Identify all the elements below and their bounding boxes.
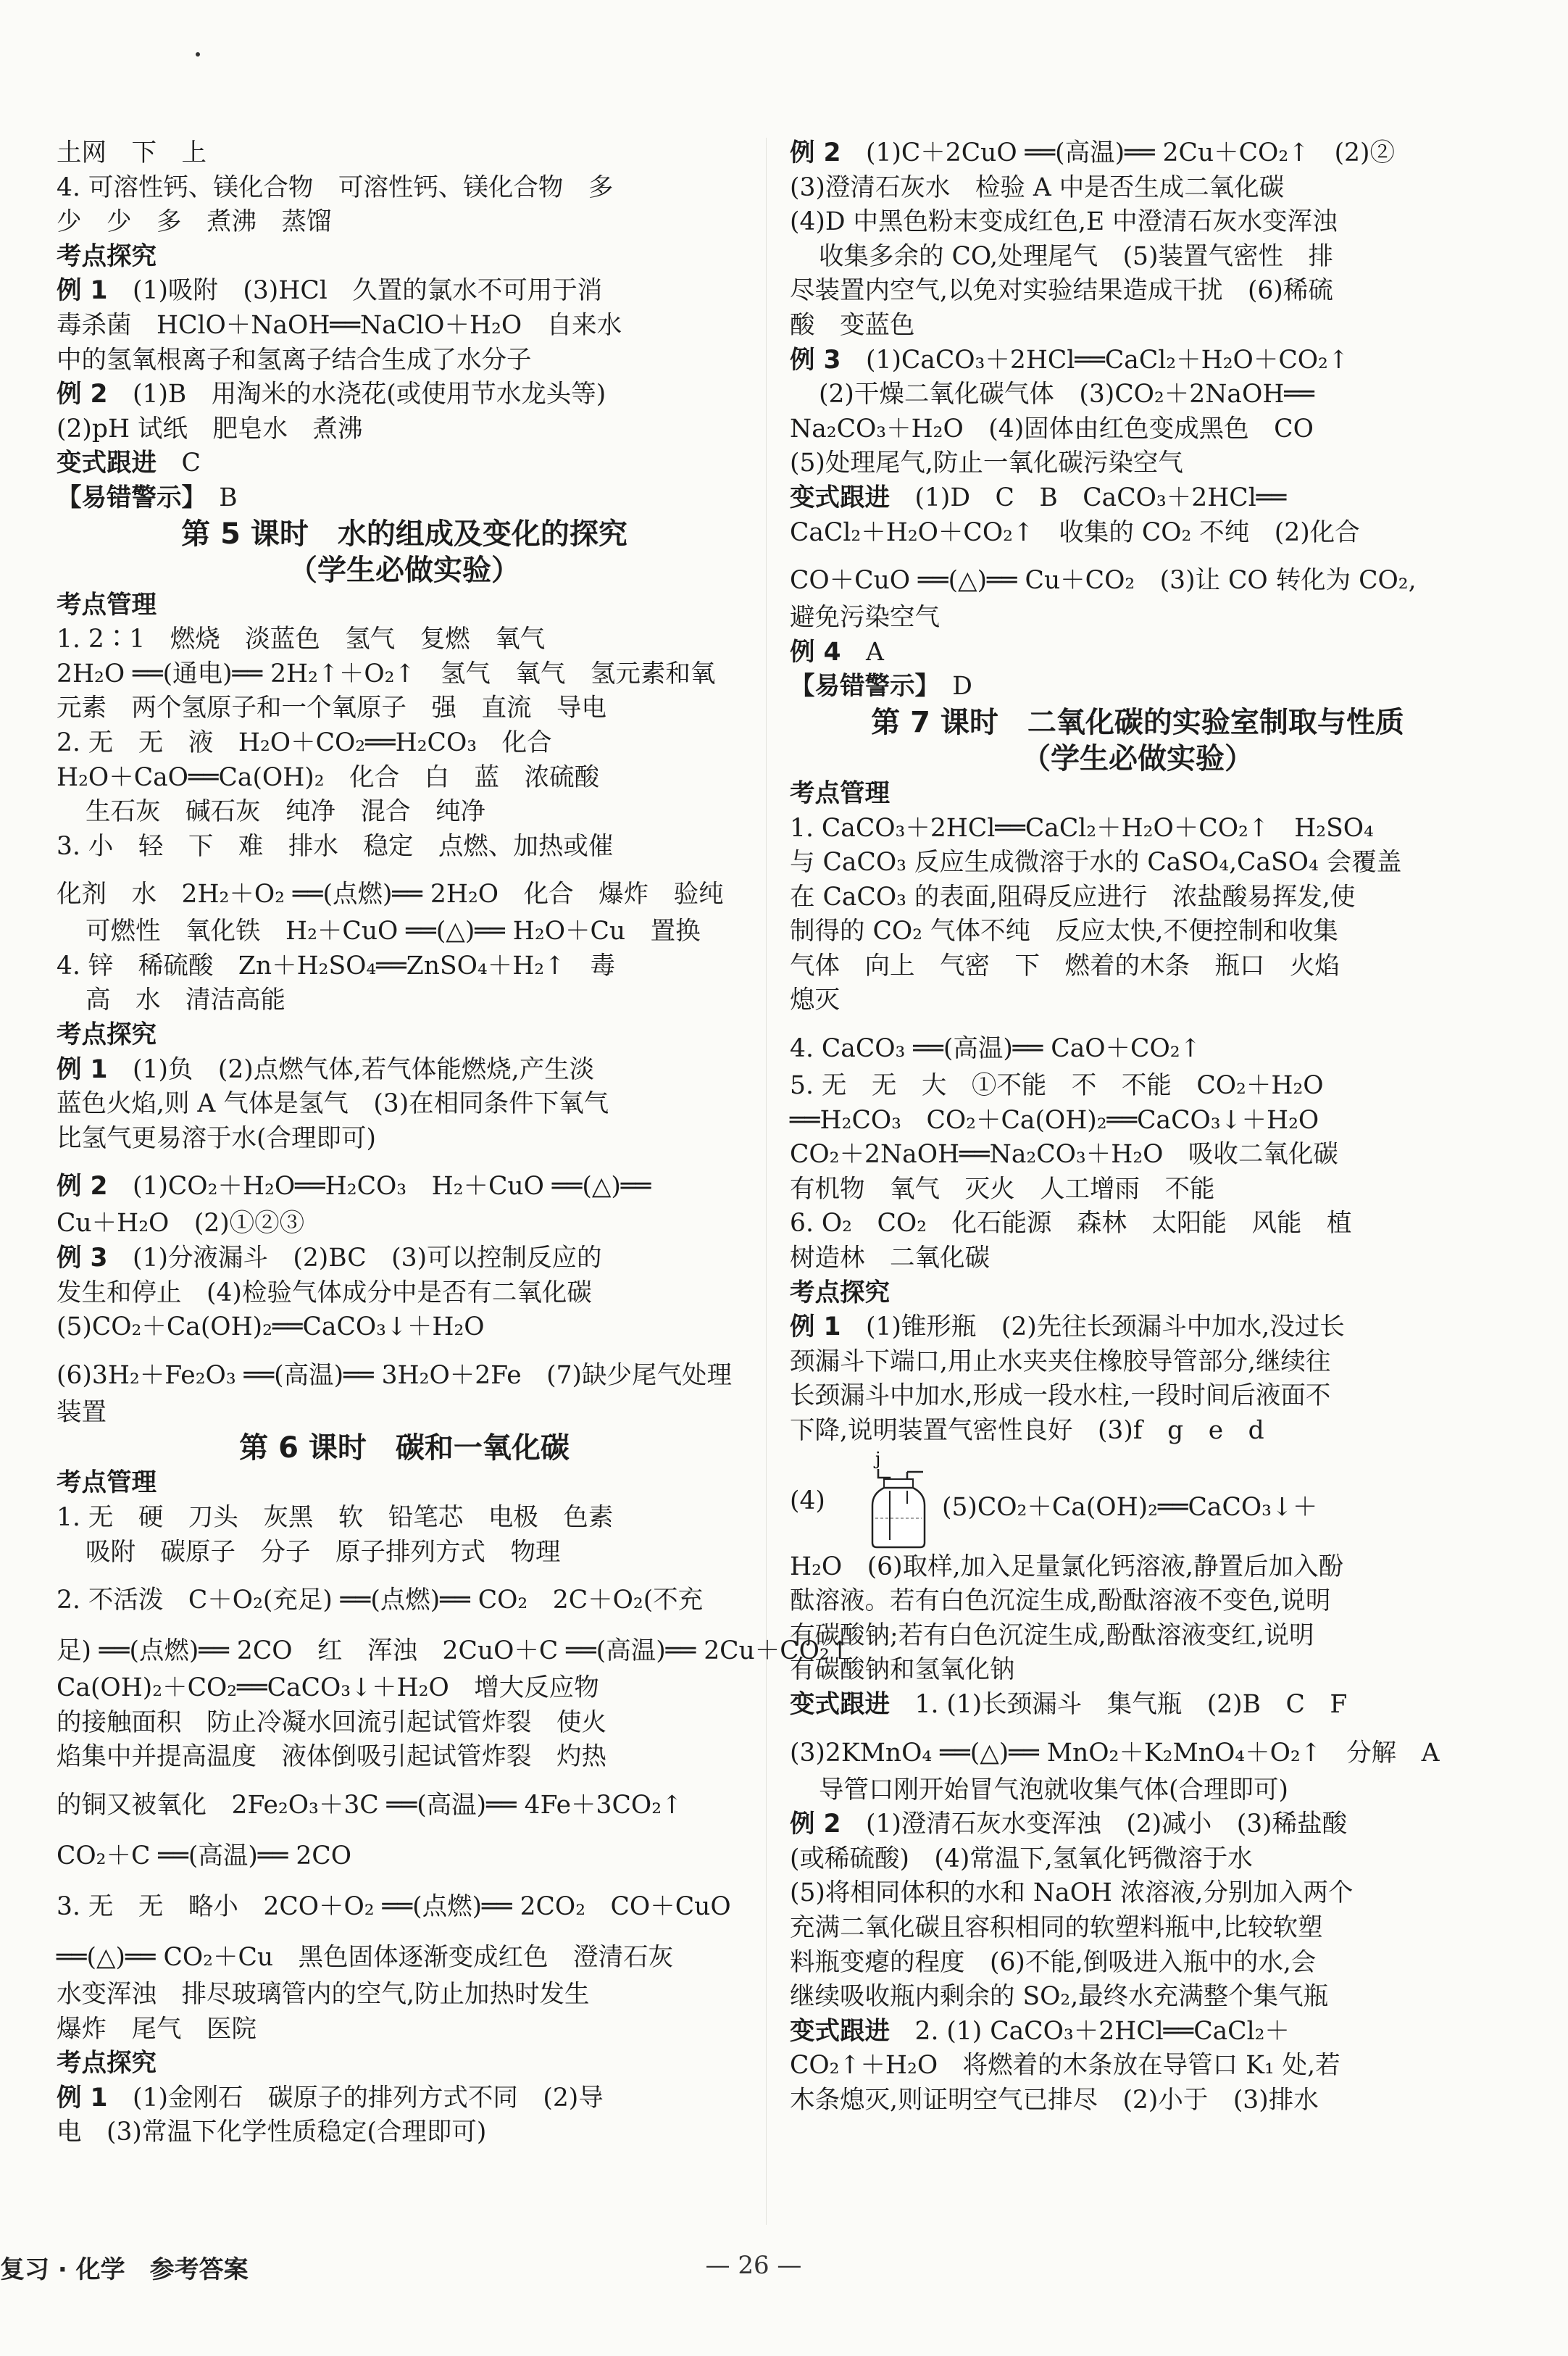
answer-text: 第 7 课时 二氧化碳的实验室制取与性质: [871, 705, 1404, 739]
answer-line: [790, 949, 1485, 984]
answer-line: [790, 1773, 1485, 1808]
answer-line: [57, 1396, 752, 1431]
answer-text: (1)CO₂＋H₂O══H₂CO₃ H₂＋CuO ══(△)══: [107, 1172, 651, 1202]
answer-line: [790, 344, 1485, 378]
answer-line: [57, 1053, 752, 1088]
answer-text: Cu＋H₂O (2)①②③: [57, 1209, 305, 1239]
answer-text: Ca(OH)₂＋CO₂══CaCO₃↓＋H₂O 增大反应物: [57, 1673, 599, 1703]
speck: [196, 52, 200, 57]
answer-text: 元素 两个氢原子和一个氧原子 强 直流 导电: [57, 694, 606, 723]
answer-text: 与 CaCO₃ 反应生成微溶于水的 CaSO₄,CaSO₄ 会覆盖: [790, 848, 1402, 878]
answer-text: 树造林 二氧化碳: [790, 1244, 990, 1273]
answer-text: (1)D C B CaCO₃＋2HCl══: [890, 483, 1287, 512]
answer-text: 料瓶变瘪的程度 (6)不能,倒吸进入瓶中的水,会: [790, 1947, 1317, 1977]
answer-line: [57, 623, 752, 657]
answer-text: 生石灰 碱石灰 纯净 混合 纯净: [86, 797, 485, 827]
right-column-bottom: [790, 1550, 1485, 2118]
answer-text: 第 6 课时 碳和一氧化碳: [239, 1431, 570, 1465]
answer-line: [57, 2012, 752, 2047]
example-label: 例 1: [57, 276, 108, 306]
footer-book-title: 复习 · 化学 参考答案: [0, 2255, 249, 2284]
page-footer: [0, 2249, 1568, 2293]
answer-line: [790, 240, 1485, 275]
answer-line: [57, 1927, 752, 1978]
answer-line: [57, 1345, 752, 1396]
answer-text: 化剂 水 2H₂＋O₂ ══(点燃)══ 2H₂O 化合 爆炸 验纯: [57, 880, 724, 909]
example-label: 【易错警示】: [790, 672, 927, 702]
section-heading: [57, 588, 752, 623]
answer-line: [790, 1345, 1485, 1380]
flask-row-label: (4): [790, 1486, 825, 1515]
answer-text: CO₂＋2NaOH══Na₂CO₃＋H₂O 吸收二氧化碳: [790, 1140, 1338, 1170]
answer-line: [790, 1018, 1485, 1069]
answer-text: 水变浑浊 排尽玻璃管内的空气,防止加热时发生: [57, 1979, 590, 2009]
example-label: 例 2: [790, 138, 841, 167]
answer-line: [57, 378, 752, 412]
example-label: 变式跟进: [790, 1689, 890, 1719]
answer-line: [790, 915, 1485, 949]
answer-line: [57, 412, 752, 447]
answer-line: [790, 378, 1485, 412]
answer-line: [790, 1842, 1485, 1877]
answer-line: [57, 552, 752, 588]
answer-text: 2. (1) CaCO₃＋2HCl══CaCl₂＋: [890, 2016, 1290, 2046]
answer-line: [790, 1980, 1485, 2015]
answer-line: [790, 481, 1485, 516]
answer-text: 有碳酸钠和氢氧化钠: [790, 1655, 1015, 1685]
right-column-top: [790, 136, 1485, 1449]
answer-line: [790, 1241, 1485, 1276]
answer-line: [57, 1122, 752, 1157]
answer-line: [57, 1156, 752, 1207]
answer-text: 6. O₂ CO₂ 化石能源 森林 太阳能 风能 植: [790, 1209, 1352, 1239]
answer-text: 考点管理: [790, 778, 890, 808]
answer-line: [790, 1207, 1485, 1241]
answer-text: D: [927, 672, 972, 702]
answer-text: 酞溶液。若有白色沉淀生成,酚酞溶液不变色,说明: [790, 1586, 1331, 1616]
answer-line: [57, 1536, 752, 1570]
page-number: — 26 —: [705, 2251, 802, 2280]
answer-text: (1)锥形瓶 (2)先往长颈漏斗中加水,没过长: [841, 1312, 1345, 1342]
section-heading: [790, 777, 1485, 812]
answer-text: CaCl₂＋H₂O＋CO₂↑ 收集的 CO₂ 不纯 (2)化合: [790, 517, 1360, 547]
answer-line: [57, 1087, 752, 1122]
answer-line: [57, 1570, 752, 1620]
answer-line: [57, 1978, 752, 2012]
answer-text: (5)CO₂＋Ca(OH)₂══CaCO₃↓＋H₂O: [57, 1312, 485, 1342]
answer-text: 继续吸收瓶内剩余的 SO₂,最终水充满整个集气瓶: [790, 1982, 1329, 2012]
answer-line: [57, 864, 752, 915]
answer-text: 发生和停止 (4)检验气体成分中是否有二氧化碳: [57, 1278, 592, 1307]
answer-line: [57, 830, 752, 865]
answer-text: (1)澄清石灰水变浑浊 (2)减小 (3)稀盐酸: [841, 1810, 1348, 1839]
answer-text: 装置: [57, 1397, 107, 1427]
answer-text: 2. 无 无 液 H₂O＋CO₂══H₂CO₃ 化合: [57, 728, 552, 757]
answer-text: B: [193, 483, 238, 512]
answer-line: [57, 795, 752, 830]
answer-text: H₂O (6)取样,加入足量氯化钙溶液,静置后加入酚: [790, 1552, 1344, 1581]
answer-text: 1. 2∶1 燃烧 淡蓝色 氢气 复燃 氧气: [57, 625, 546, 654]
answer-text: CO＋CuO ══(△)══ Cu＋CO₂ (3)让 CO 转化为 CO₂,: [790, 566, 1417, 596]
answer-line: [57, 1826, 752, 1876]
answer-text: H₂O＋CaO══Ca(OH)₂ 化合 白 蓝 浓硫酸: [57, 762, 600, 792]
answer-line: [790, 171, 1485, 206]
example-label: 变式跟进: [790, 2016, 890, 2046]
answer-line: [57, 1276, 752, 1311]
answer-line: [57, 1876, 752, 1927]
answer-line: [57, 1501, 752, 1536]
answer-text: 充满二氧化碳且容积相同的软塑料瓶中,比较软塑: [790, 1912, 1323, 1942]
example-label: 例 2: [790, 1810, 841, 1839]
answer-line: [57, 1671, 752, 1706]
answer-text: (3)2KMnO₄ ══(△)══ MnO₂＋K₂MnO₄＋O₂↑ 分解 A: [790, 1738, 1440, 1768]
answer-text: 吸附 碳原子 分子 原子排列方式 物理: [86, 1537, 561, 1567]
answer-text: (3)澄清石灰水 检验 A 中是否生成二氧化碳: [790, 172, 1285, 202]
answer-line: [57, 1207, 752, 1241]
answer-line: [790, 205, 1485, 240]
example-label: 变式跟进: [57, 449, 157, 478]
answer-line: [790, 1414, 1485, 1449]
answer-text: 中的氢氧根离子和氢离子结合生成了水分子: [57, 345, 532, 375]
answer-text: (1)CaCO₃＋2HCl══CaCl₂＋H₂O＋CO₂↑: [841, 345, 1349, 375]
answer-text: A: [841, 637, 884, 667]
answer-text: (或稀硫酸) (4)常温下,氢氧化钙微溶于水: [790, 1844, 1253, 1873]
answer-text: 毒杀菌 HClO＋NaOH══NaClO＋H₂O 自来水: [57, 310, 622, 340]
answer-text: 导管口刚开始冒气泡就收集气体(合理即可): [819, 1775, 1288, 1805]
answer-text: ══(△)══ CO₂＋Cu 黑色固体逐渐变成红色 澄清石灰: [57, 1942, 674, 1972]
answer-line: [57, 1775, 752, 1826]
answer-line: [790, 983, 1485, 1018]
answer-line: [790, 1723, 1485, 1773]
answer-text: (1)金刚石 碳原子的排列方式不同 (2)导: [107, 2083, 604, 2113]
answer-text: 电 (3)常温下化学性质稳定(合理即可): [57, 2118, 487, 2147]
gas-washing-bottle-icon: [862, 1449, 935, 1550]
answer-text: (5)处理尾气,防止一氧化碳污染空气: [790, 449, 1183, 478]
answer-text: 的铜又被氧化 2Fe₂O₃＋3C ══(高温)══ 4Fe＋3CO₂↑: [57, 1790, 683, 1820]
answer-line: [790, 1946, 1485, 1981]
lesson-heading: [790, 704, 1485, 741]
answer-text: 考点探究: [57, 241, 157, 271]
answer-line: [790, 516, 1485, 551]
answer-line: [790, 309, 1485, 344]
answer-text: 4. CaCO₃ ══(高温)══ CaO＋CO₂↑: [790, 1034, 1201, 1064]
answer-text: 高 水 清洁高能: [86, 986, 285, 1015]
answer-text: 酸 变蓝色: [790, 310, 915, 340]
answer-text: 4. 可溶性钙、镁化合物 可溶性钙、镁化合物 多: [57, 172, 614, 202]
answer-line: [790, 1310, 1485, 1345]
flask-row-equation: (5)CO₂＋Ca(OH)₂══CaCO₃↓＋: [942, 1492, 1318, 1522]
example-label: 【易错警示】: [57, 483, 194, 512]
answer-line: [57, 1706, 752, 1741]
example-label: 例 1: [57, 2083, 108, 2113]
answer-text: 蓝色火焰,则 A 气体是氢气 (3)在相同条件下氧气: [57, 1089, 609, 1119]
answer-line: [790, 636, 1485, 670]
answer-text: （学生必做实验）: [288, 553, 520, 587]
answer-text: 制得的 CO₂ 气体不纯 反应太快,不便控制和收集: [790, 917, 1338, 946]
answer-line: [57, 1241, 752, 1276]
answer-text: （学生必做实验）: [1022, 741, 1254, 775]
answer-text: 考点管理: [57, 590, 157, 620]
answer-line: [57, 1310, 752, 1345]
answer-line: [57, 761, 752, 796]
answer-line: [790, 846, 1485, 881]
answer-text: 考点探究: [790, 1278, 890, 1307]
answer-text: 熄灭: [790, 986, 840, 1015]
answer-text: 5. 无 无 大 ①不能 不 不能 CO₂＋H₂O: [790, 1071, 1324, 1101]
answer-line: [57, 344, 752, 378]
answer-text: 有碳酸钠;若有白色沉淀生成,酚酞溶液变红,说明: [790, 1620, 1314, 1650]
answer-line: [57, 915, 752, 949]
example-label: 变式跟进: [790, 483, 890, 512]
answer-text: 的接触面积 防止冷凝水回流引起试管炸裂 使火: [57, 1707, 606, 1737]
section-heading: [57, 1466, 752, 1501]
example-label: 例 3: [790, 345, 841, 375]
answer-line: [57, 171, 752, 206]
section-heading: [57, 2047, 752, 2081]
answer-text: 4. 锌 稀硫酸 Zn＋H₂SO₄══ZnSO₄＋H₂↑ 毒: [57, 951, 616, 981]
answer-text: 颈漏斗下端口,用止水夹夹住橡胶导管部分,继续往: [790, 1346, 1331, 1376]
answer-text: 木条熄灭,则证明空气已排尽 (2)小于 (3)排水: [790, 2085, 1319, 2115]
answer-line: [790, 1138, 1485, 1173]
answer-line: [790, 1173, 1485, 1207]
answer-line: [57, 2081, 752, 2116]
answer-text: 爆炸 尾气 医院: [57, 2014, 257, 2044]
answer-text: 土网 下 上: [57, 138, 207, 167]
answer-line: [790, 412, 1485, 447]
section-heading: [57, 240, 752, 275]
answer-text: (1)分液漏斗 (2)BC (3)可以控制反应的: [107, 1244, 602, 1273]
example-label: 例 3: [57, 1244, 108, 1273]
gas-bottle-figure: [790, 1449, 1485, 1550]
answer-text: 1. (1)长颈漏斗 集气瓶 (2)B C F: [890, 1689, 1348, 1719]
example-label: 例 2: [57, 380, 108, 409]
answer-text: 考点探究: [57, 2049, 157, 2078]
answer-text: (1)负 (2)点燃气体,若气体能燃烧,产生淡: [107, 1054, 595, 1084]
answer-line: [790, 670, 1485, 704]
answer-text: 避免污染空气: [790, 603, 940, 633]
answer-text: (2)pH 试纸 肥皂水 煮沸: [57, 414, 363, 444]
answer-line: [790, 601, 1485, 636]
answer-line: [790, 136, 1485, 171]
answer-line: [790, 550, 1485, 601]
answer-text: CO₂↑＋H₂O 将燃着的木条放在导管口 K₁ 处,若: [790, 2051, 1340, 2081]
answer-line: [790, 1688, 1485, 1723]
answer-line: [57, 2115, 752, 2150]
answer-line: [57, 1740, 752, 1775]
answer-line: [57, 949, 752, 984]
answer-line: [57, 657, 752, 692]
answer-line: [57, 205, 752, 240]
answer-text: 尽装置内空气,以免对实验结果造成干扰 (6)稀硫: [790, 276, 1333, 306]
answer-line: [790, 2049, 1485, 2084]
answer-text: 3. 无 无 略小 2CO＋O₂ ══(点燃)══ 2CO₂ CO＋CuO: [57, 1891, 731, 1921]
answer-text: 可燃性 氧化铁 H₂＋CuO ══(△)══ H₂O＋Cu 置换: [86, 917, 701, 946]
answer-line: [790, 446, 1485, 481]
answer-text: 3. 小 轻 下 难 排水 稳定 点燃、加热或催: [57, 831, 614, 861]
answer-text: (1)B 用淘米的水浇花(或使用节水龙头等): [107, 380, 606, 409]
section-heading: [790, 1276, 1485, 1311]
answer-line: [57, 446, 752, 481]
answer-text: Na₂CO₃＋H₂O (4)固体由红色变成黑色 CO: [790, 414, 1314, 444]
answer-text: CO₂＋C ══(高温)══ 2CO: [57, 1841, 351, 1870]
answer-line: [790, 881, 1485, 915]
answer-line: [57, 983, 752, 1018]
answer-text: 足) ══(点燃)══ 2CO 红 浑浊 2CuO＋C ══(高温)══ 2Cu＋CO₂↑: [57, 1636, 851, 1666]
answer-line: [57, 726, 752, 761]
answer-text: (1)C＋2CuO ══(高温)══ 2Cu＋CO₂↑ (2)②: [841, 138, 1395, 167]
answer-text: (5)将相同体积的水和 NaOH 浓溶液,分别加入两个: [790, 1878, 1354, 1908]
answer-line: [57, 136, 752, 171]
answer-line: [790, 1104, 1485, 1139]
answer-line: [790, 1876, 1485, 1911]
answer-text: (2)干燥二氧化碳气体 (3)CO₂＋2NaOH══: [819, 380, 1314, 409]
answer-text: 下降,说明装置气密性良好 (3)f g e d: [790, 1416, 1264, 1445]
answer-line: [790, 1069, 1485, 1104]
answer-line: [790, 741, 1485, 777]
example-label: 例 1: [790, 1312, 841, 1342]
answer-text: 有机物 氧气 灭火 人工增雨 不能: [790, 1174, 1215, 1204]
answer-line: [790, 1379, 1485, 1414]
answer-line: [790, 1619, 1485, 1654]
section-heading: [57, 1018, 752, 1053]
lesson-heading: [57, 516, 752, 552]
answer-text: 比氢气更易溶于水(合理即可): [57, 1123, 376, 1153]
answer-line: [57, 309, 752, 344]
answer-text: 考点探究: [57, 1020, 157, 1050]
answer-text: 1. CaCO₃＋2HCl══CaCl₂＋H₂O＋CO₂↑ H₂SO₄: [790, 813, 1374, 843]
answer-text: (4)D 中黑色粉末变成红色,E 中澄清石灰水变浑浊: [790, 207, 1338, 237]
answer-text: ══H₂CO₃ CO₂＋Ca(OH)₂══CaCO₃↓＋H₂O: [790, 1105, 1319, 1135]
answer-text: 长颈漏斗中加水,形成一段水柱,一段时间后液面不: [790, 1381, 1331, 1411]
answer-line: [790, 274, 1485, 309]
answer-line: [57, 1620, 851, 1671]
answer-text: 第 5 课时 水的组成及变化的探究: [181, 517, 627, 551]
example-label: 例 1: [57, 1054, 108, 1084]
answer-text: (6)3H₂＋Fe₂O₃ ══(高温)══ 3H₂O＋2Fe (7)缺少尾气处理: [57, 1360, 733, 1390]
answer-text: 焰集中并提高温度 液体倒吸引起试管炸裂 灼热: [57, 1742, 606, 1772]
right-column: [790, 136, 1485, 2118]
column-divider: [766, 138, 767, 2225]
answer-text: 考点管理: [57, 1468, 157, 1498]
example-label: 例 4: [790, 637, 841, 667]
answer-text: 气体 向上 气密 下 燃着的木条 瓶口 火焰: [790, 951, 1340, 981]
answer-line: [790, 1807, 1485, 1842]
answer-line: [790, 1653, 1485, 1688]
answer-text: 1. 无 硬 刀头 灰黑 软 铅笔芯 电极 色素: [57, 1503, 614, 1532]
example-label: 例 2: [57, 1172, 108, 1202]
answer-line: [790, 1550, 1485, 1585]
answer-line: [790, 1584, 1485, 1619]
answer-line: [57, 691, 752, 726]
answer-line: [790, 812, 1485, 846]
answer-line: [790, 1911, 1485, 1946]
answer-text: (1)吸附 (3)HCl 久置的氯水不可用于消: [107, 276, 603, 306]
answer-text: 2H₂O ══(通电)══ 2H₂↑＋O₂↑ 氢气 氧气 氢元素和氧: [57, 659, 716, 688]
answer-text: 收集多余的 CO,处理尾气 (5)装置气密性 排: [819, 241, 1333, 271]
answer-line: [790, 2084, 1485, 2118]
answer-text: 在 CaCO₃ 的表面,阻碍反应进行 浓盐酸易挥发,使: [790, 882, 1356, 912]
answer-line: [790, 2015, 1485, 2049]
answer-text: 2. 不活泼 C＋O₂(充足) ══(点燃)══ CO₂ 2C＋O₂(不充: [57, 1586, 704, 1615]
answer-text: 少 少 多 煮沸 蒸馏: [57, 207, 332, 237]
answer-line: [57, 274, 752, 309]
answer-line: [57, 481, 752, 516]
tube-label-j: j: [875, 1448, 881, 1469]
answer-text: C: [157, 449, 201, 478]
lesson-heading: [57, 1430, 752, 1466]
